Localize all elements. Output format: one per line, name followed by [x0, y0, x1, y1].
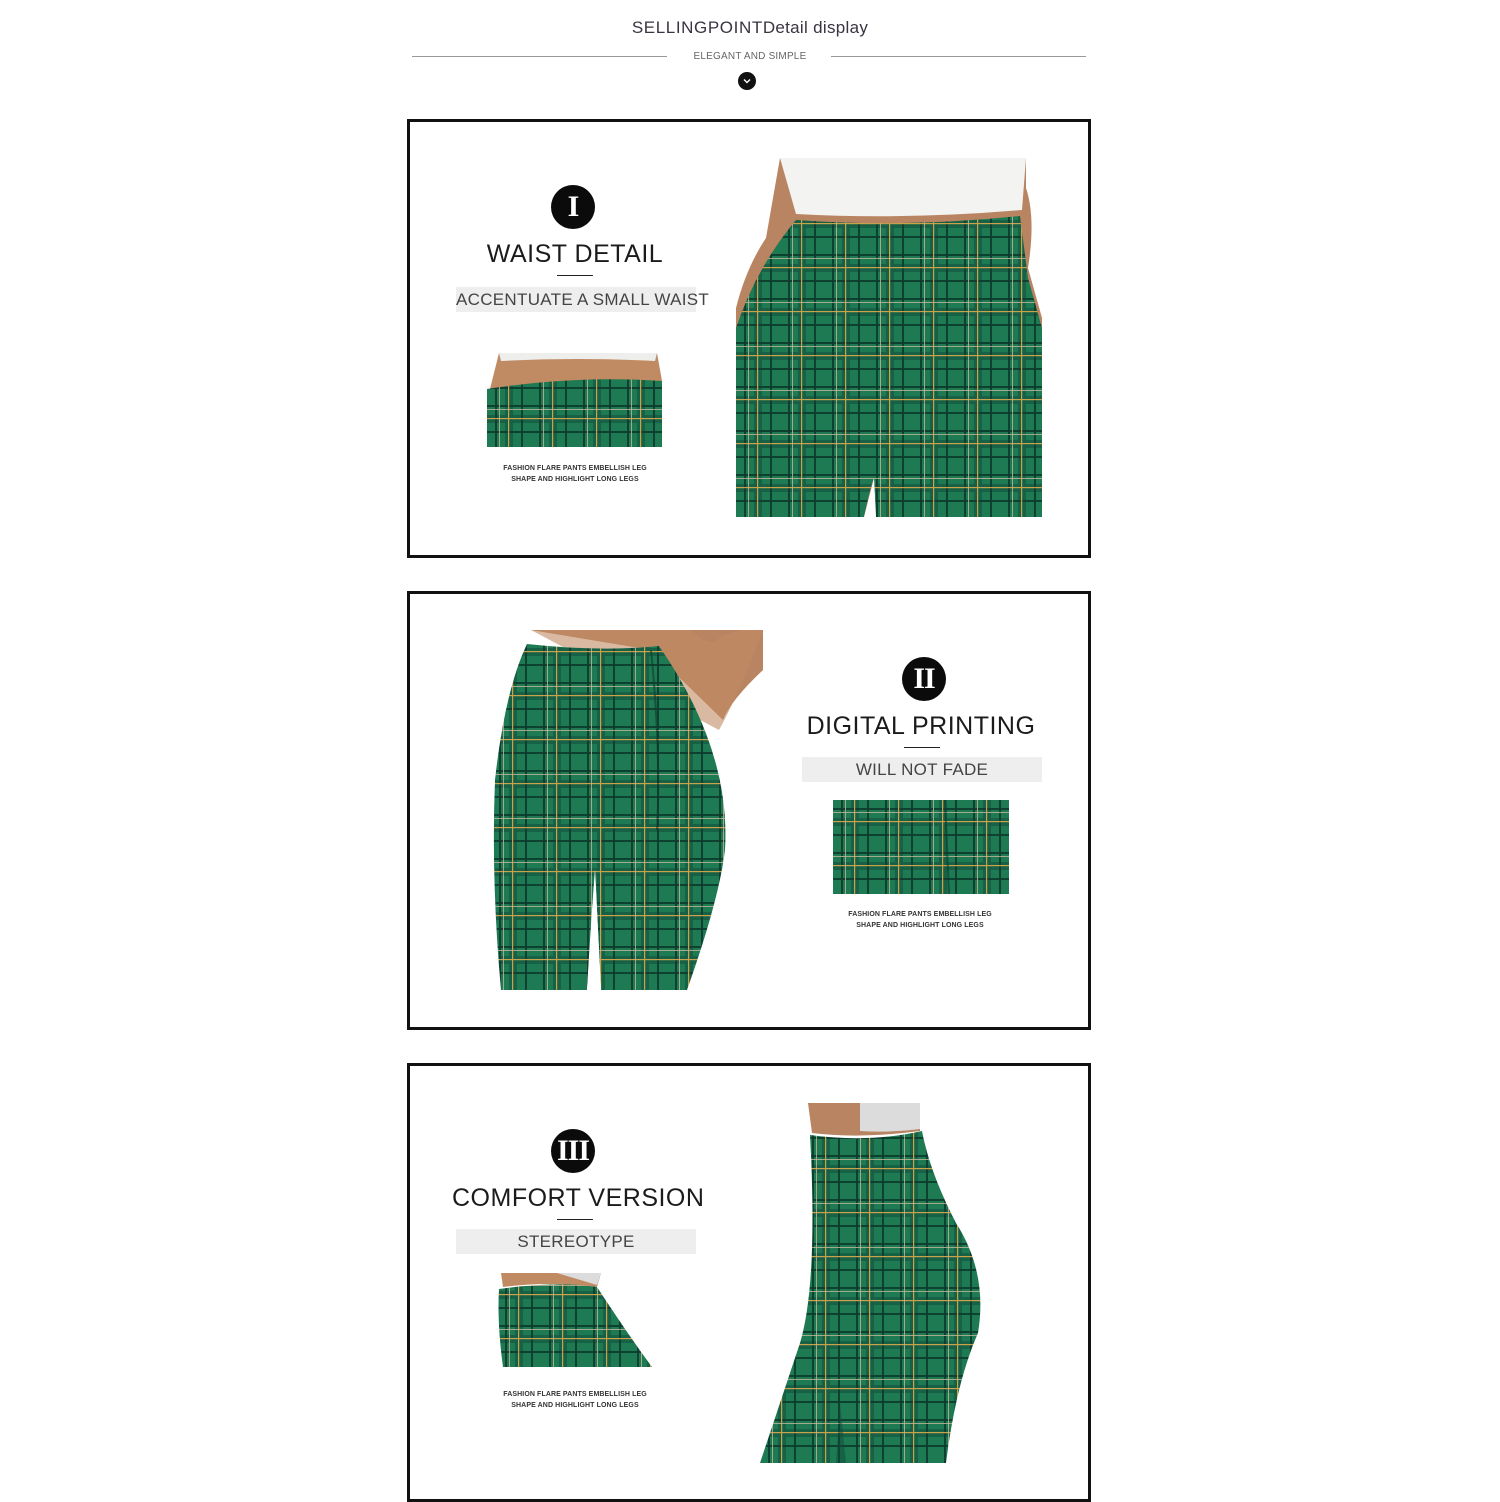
header-title-part1: SELLINGPOINT [631, 18, 763, 37]
heading-underline [557, 1219, 593, 1220]
numeral-badge: II [902, 657, 946, 701]
feature-heading: WAIST DETAIL [486, 240, 664, 268]
heading-underline [557, 275, 593, 276]
section-header [0, 0, 1500, 100]
heading-underline [904, 747, 940, 748]
caption-line-2: SHAPE AND HIGHLIGHT LONG LEGS [856, 922, 984, 929]
caption-line-1: FASHION FLARE PANTS EMBELLISH LEG [503, 1391, 647, 1398]
feature-subheading: STEREOTYPE [456, 1229, 696, 1254]
feature-caption [485, 463, 665, 485]
feature-subheading: WILL NOT FADE [802, 757, 1042, 782]
feature-heading: COMFORT VERSION [452, 1184, 705, 1212]
caption-line-1: FASHION FLARE PANTS EMBELLISH LEG [503, 465, 647, 472]
header-title-part2: Detail display [762, 18, 869, 37]
caption-line-1: FASHION FLARE PANTS EMBELLISH LEG [848, 911, 992, 918]
comfort-closeup-photo [497, 1273, 652, 1367]
chevron-down-icon [738, 72, 756, 90]
comfort-model-photo [760, 1103, 986, 1463]
feature-panel-comfort [407, 1063, 1091, 1502]
feature-caption [830, 909, 1010, 931]
printing-model-photo [491, 630, 763, 990]
numeral-badge: I [551, 185, 595, 229]
feature-panel-waist [407, 119, 1091, 558]
header-title [0, 18, 1500, 38]
caption-line-2: SHAPE AND HIGHLIGHT LONG LEGS [511, 476, 639, 483]
feature-caption [485, 1389, 665, 1411]
feature-subheading: ACCENTUATE A SMALL WAIST [456, 287, 696, 312]
header-subtitle: ELEGANT AND SIMPLE [693, 51, 807, 62]
waist-closeup-photo [487, 353, 662, 447]
numeral-badge: III [551, 1129, 595, 1173]
waist-model-photo [736, 158, 1042, 517]
feature-panel-printing [407, 591, 1091, 1030]
print-closeup-photo [833, 800, 1009, 894]
feature-heading: DIGITAL PRINTING [806, 712, 1036, 740]
header-divider-right [831, 56, 1086, 57]
caption-line-2: SHAPE AND HIGHLIGHT LONG LEGS [511, 1402, 639, 1409]
